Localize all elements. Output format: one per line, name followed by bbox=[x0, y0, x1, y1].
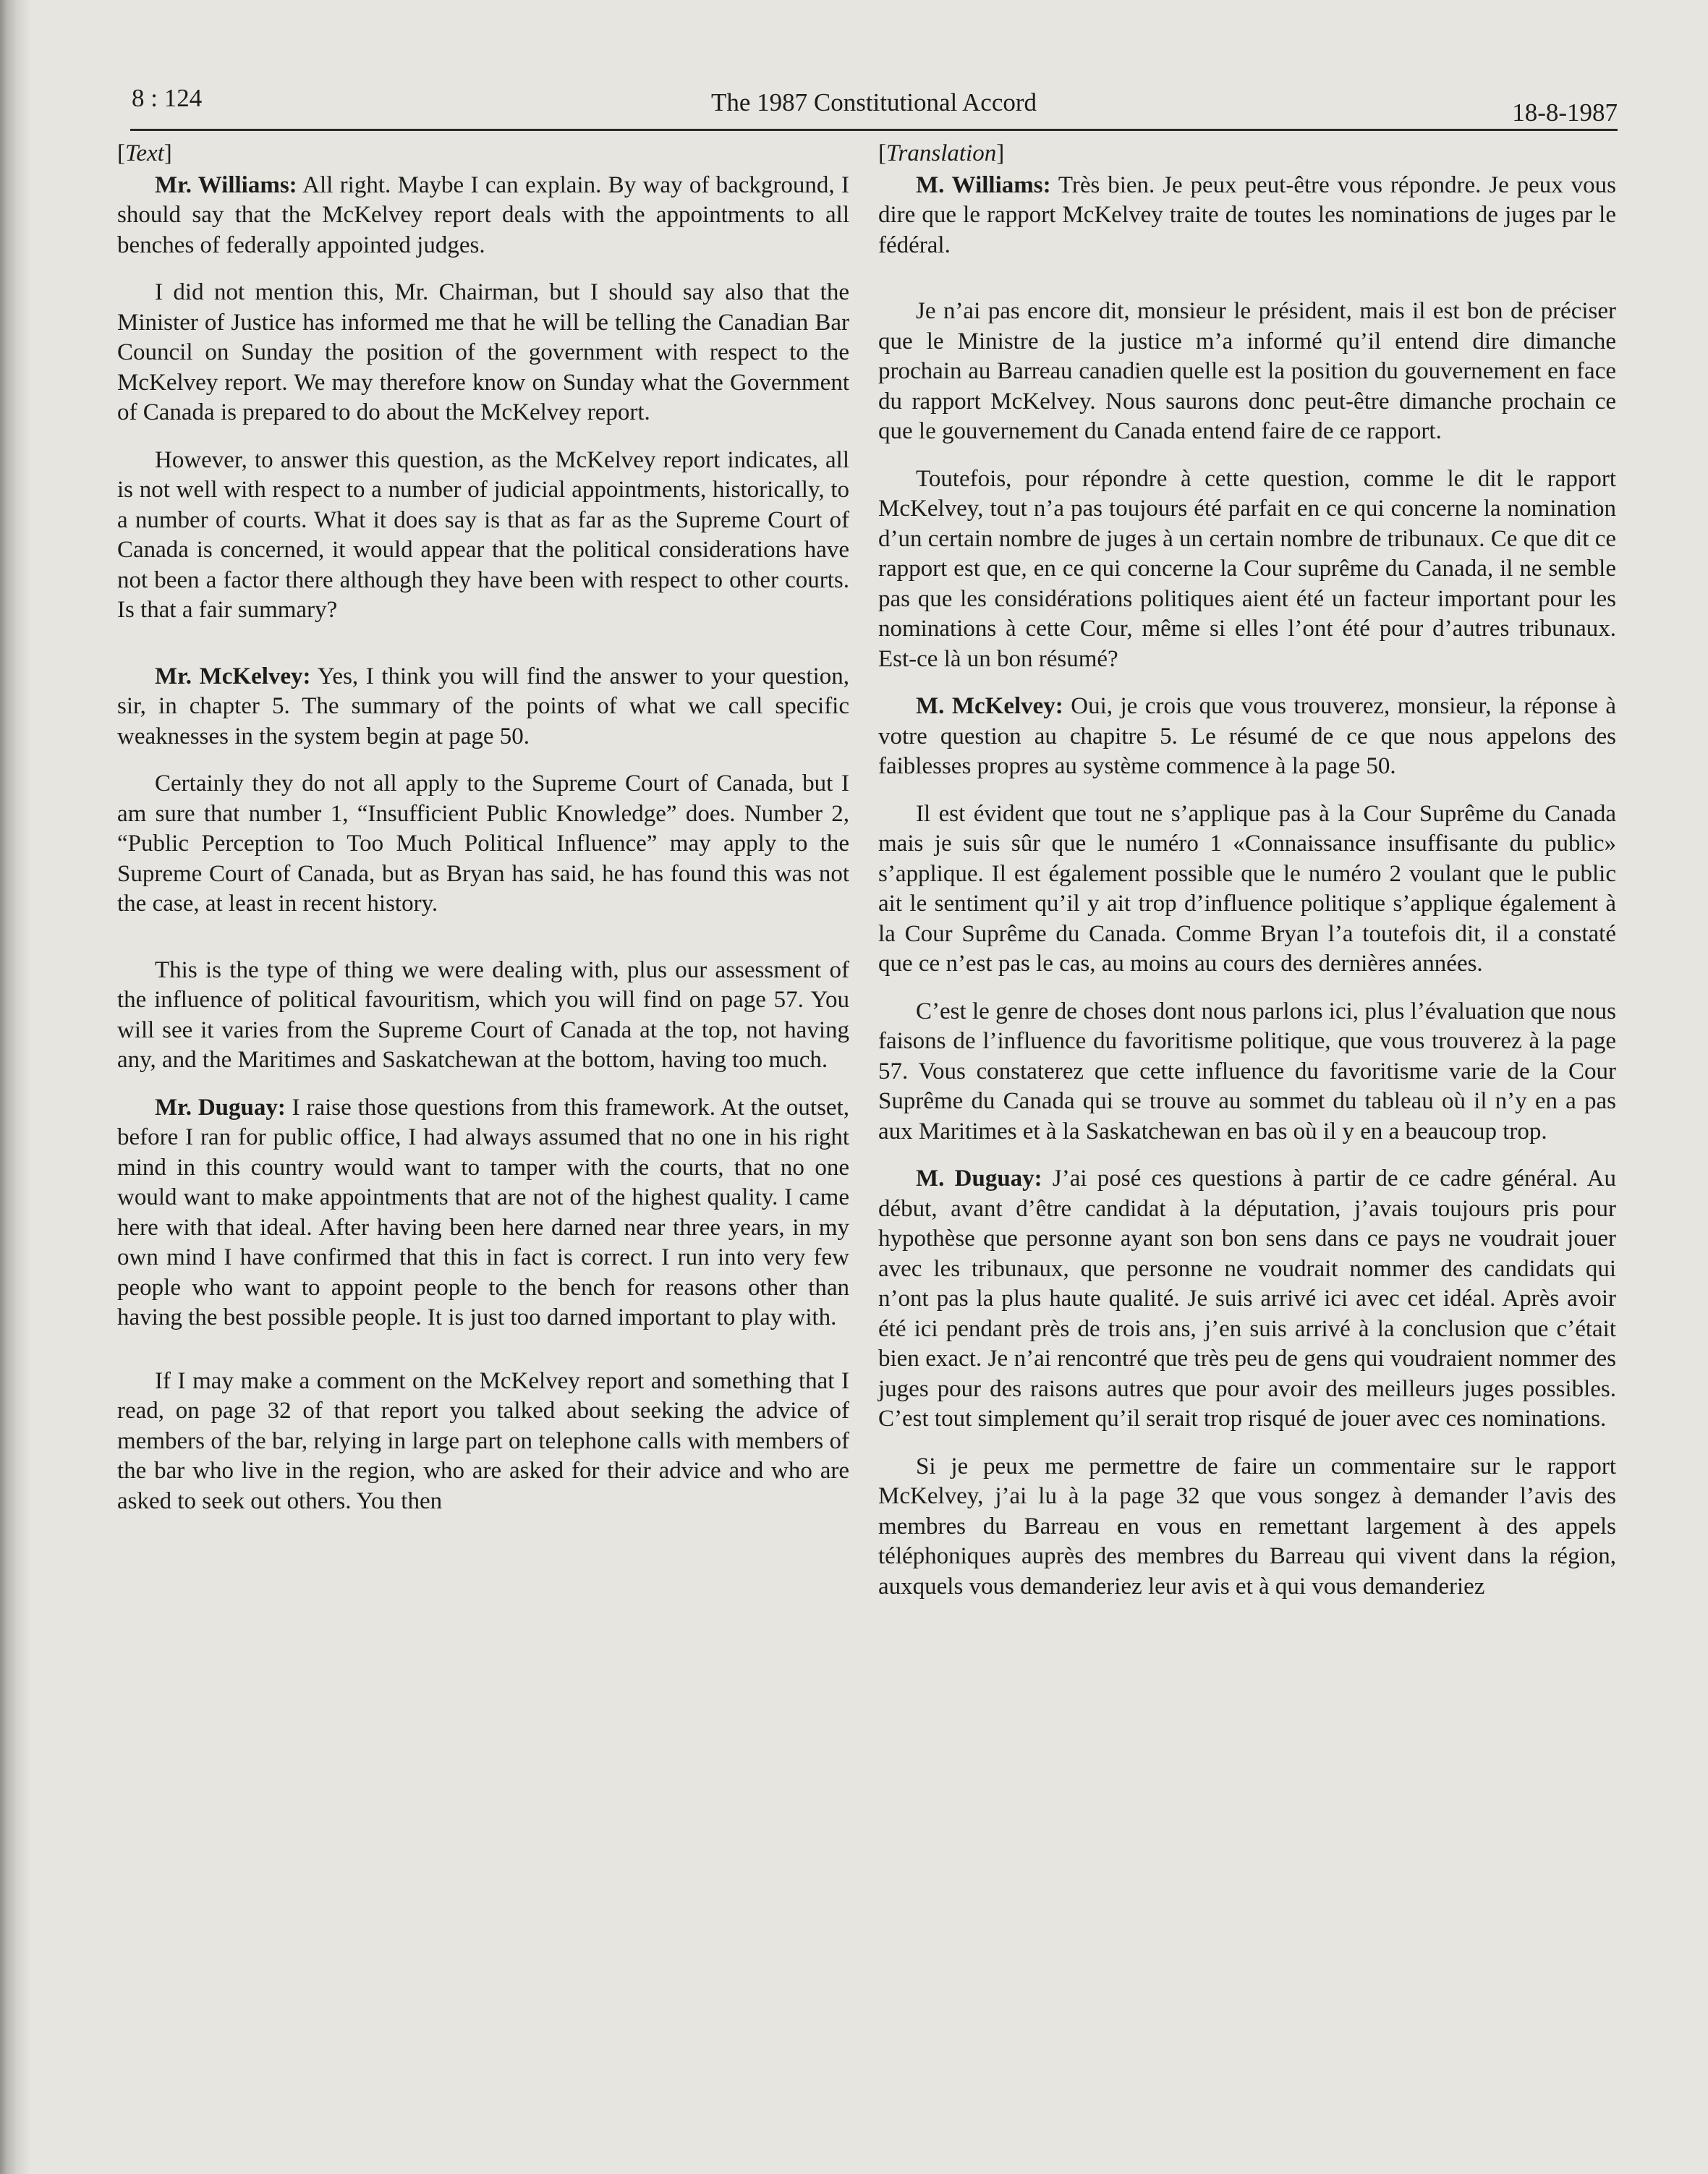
paragraph bbox=[878, 171, 1616, 261]
page-number: 8 : 124 bbox=[132, 84, 203, 112]
paragraph bbox=[878, 692, 1616, 782]
paragraph bbox=[878, 997, 1616, 1147]
column-label: [Text] bbox=[117, 140, 172, 166]
paragraph bbox=[878, 1164, 1616, 1435]
paragraph-text: I raise those questions from this framework. At the outset, before I ran for public office, I had always assumed that no one in his right mind in this country would want to tamper with the courts, that no one would want to make appointments that are not of the highest quality. I came here with that ideal. After having been here darned near three years, in my own mind I have confirmed that this in fact is correct. I run into very few people who want to appoint people to the bench for reasons other than having the best possible people. It is just too darned important to play with. bbox=[117, 1094, 849, 1330]
column-label: [Translation] bbox=[878, 140, 1005, 166]
paragraph-text: J’ai posé ces questions à partir de ce cadre général. Au début, avant d’être candidat à la députation, j’avais toujours pris pour hypothèse que personne ayant son bon sens dans ce pays ne voudrait jouer avec les tribunaux, que personne ne voudrait nommer des candidats qui n’ont pas la plus haute qualité. Je suis arrivé ici avec cet idéal. Après avoir été ici pendant près de trois ans, j’en suis arrivé à la conclusion que c’était bien exact. Je n’ai rencontré que très peu de gens qui voudraient nommer des juges pour des raisons autres que pour avoir des meilleurs juges possibles. C’est tout simplement qu’il serait trop risqué de jouer avec ces nominations. bbox=[878, 1165, 1616, 1432]
paragraph bbox=[117, 1093, 849, 1333]
header-date: 18-8-1987 bbox=[1512, 98, 1618, 127]
paragraph-text: Oui, je crois que vous trouverez, monsieur, la réponse à votre question au chapitre 5. Le résumé de ce que nous appelons des faiblesses propres au système commence à la page 50. bbox=[878, 693, 1616, 779]
paragraph bbox=[878, 464, 1616, 675]
french-column bbox=[878, 139, 1616, 1619]
speaker-name: Mr. Duguay: bbox=[155, 1094, 286, 1121]
speaker-name: M. Duguay: bbox=[916, 1165, 1042, 1192]
paragraph-text: If I may make a comment on the McKelvey report and something that I read, on page 32 of that report you talked about seeking the advice of members of the bar, relying in large part on telephone calls with members of the bar who live in the region, who are asked for their advice and who are asked to seek out others. You then bbox=[117, 1367, 849, 1514]
paragraph-text: Yes, I think you will find the answer to your question, sir, in chapter 5. The summary of the points of what we call specific weaknesses in the system begin at page 50. bbox=[117, 663, 849, 750]
english-label: Text bbox=[125, 140, 164, 166]
running-title: The 1987 Constitutional Accord bbox=[710, 88, 1037, 116]
speaker-name: M. McKelvey: bbox=[916, 693, 1063, 719]
paragraph-text: I did not mention this, Mr. Chairman, but I should say also that the Minister of Justice has informed me that he will be telling the Canadian Bar Council on Sunday the position of the government with respect to the McKelvey report. We may therefore know on Sunday what the Government of Canada is prepared to do about the McKelvey report. bbox=[117, 279, 849, 425]
paragraph bbox=[878, 1452, 1616, 1602]
paragraph bbox=[117, 662, 849, 752]
paragraph bbox=[117, 769, 849, 920]
speaker-name: M. Williams: bbox=[916, 171, 1051, 198]
paragraph bbox=[878, 799, 1616, 980]
paragraph-text: Toutefois, pour répondre à cette question, comme le dit le rapport McKelvey, tout n’a pas toujours été parfait en ce qui concerne la nomination d’un certain nombre de juges à un certain nombre de tribunaux. Ce que dit ce rapport est que, en ce qui concerne la Cour suprême du Canada, il ne semble pas que les considérations politiques aient été un facteur important pour les nominations à cette Cour, même si elles l’ont été pour d’autres tribunaux. Est-ce là un bon résumé? bbox=[878, 465, 1616, 672]
paragraph bbox=[117, 278, 849, 428]
paragraph-text: C’est le genre de choses dont nous parlons ici, plus l’évaluation que nous faisons de l’influence du favoritisme politique, que vous trouverez à la page 57. Vous constaterez que cette influence du favoritisme varie de la Cour Suprême du Canada qui se trouve au sommet du tableau où il n’y en a pas aux Maritimes et à la Saskatchewan en bas où il y en a beaucoup trop. bbox=[878, 998, 1616, 1145]
french-label: Translation bbox=[886, 140, 997, 166]
page-binding-edge bbox=[0, 0, 30, 2174]
paragraph bbox=[117, 446, 849, 626]
english-column bbox=[117, 139, 849, 1534]
paragraph bbox=[117, 171, 849, 261]
paragraph bbox=[117, 1367, 849, 1517]
paragraph-text: All right. Maybe I can explain. By way of background, I should say that the McKelvey report deals with the appointments to all benches of federally appointed judges. bbox=[117, 171, 849, 258]
speaker-name: Mr. McKelvey: bbox=[155, 663, 311, 689]
paragraph-text: Il est évident que tout ne s’applique pas à la Cour Suprême du Canada mais je suis sûr que le numéro 1 «Connaissance insuffisante du public» s’applique. Il est également possible que le numéro 2 voulant que le public ait le sentiment qu’il y ait trop d’influence politique s’applique également à la Cour Suprême du Canada. Comme Bryan l’a toutefois dit, il a constaté que ce n’est pas le cas, au moins au cours des dernières années. bbox=[878, 800, 1616, 977]
paragraph-text: Certainly they do not all apply to the Supreme Court of Canada, but I am sure that number 1, “Insufficient Public Knowledge” does. Number 2, “Public Perception to Too Much Political Influence” may apply to the Supreme Court of Canada, but as Bryan has said, he has found this was not the case, at least in recent history. bbox=[117, 770, 849, 917]
paragraph-text: Je n’ai pas encore dit, monsieur le président, mais il est bon de préciser que le Ministre de la justice m’a informé qu’il entend dire dimanche prochain au Barreau canadien quelle est la position du gouvernement en face du rapport McKelvey. Nous saurons donc peut-être dimanche prochain ce que le gouvernement du Canada entend faire de ce rapport. bbox=[878, 298, 1616, 444]
paragraph-text: This is the type of thing we were dealing with, plus our assessment of the influence of political favouritism, which you will find on page 57. You will see it varies from the Supreme Court of Canada at the top, not having any, and the Maritimes and Saskatchewan at the bottom, having too much. bbox=[117, 956, 849, 1073]
paragraph-text: Si je peux me permettre de faire un commentaire sur le rapport McKelvey, j’ai lu à la page 32 que vous songez à demander l’avis des membres du Barreau en vous en remettant largement à des appels téléphoniques auprès des membres du Barreau qui vivent dans la région, auxquels vous demanderiez leur avis et à qui vous demanderiez bbox=[878, 1453, 1616, 1600]
paragraph bbox=[117, 956, 849, 1076]
paragraph-text: However, to answer this question, as the McKelvey report indicates, all is not well with respect to a number of judicial appointments, historically, to a number of courts. What it does say is that as far as the Supreme Court of Canada is concerned, it would appear that the political considerations have not been a factor there although they have been with respect to other courts. Is that a fair summary? bbox=[117, 446, 849, 623]
page-header bbox=[130, 78, 1618, 131]
speaker-name: Mr. Williams: bbox=[155, 171, 297, 198]
paragraph bbox=[878, 297, 1616, 447]
paragraph-text: Très bien. Je peux peut-être vous répondre. Je peux vous dire que le rapport McKelvey traite de toutes les nominations de juges par le fédéral. bbox=[878, 171, 1616, 258]
